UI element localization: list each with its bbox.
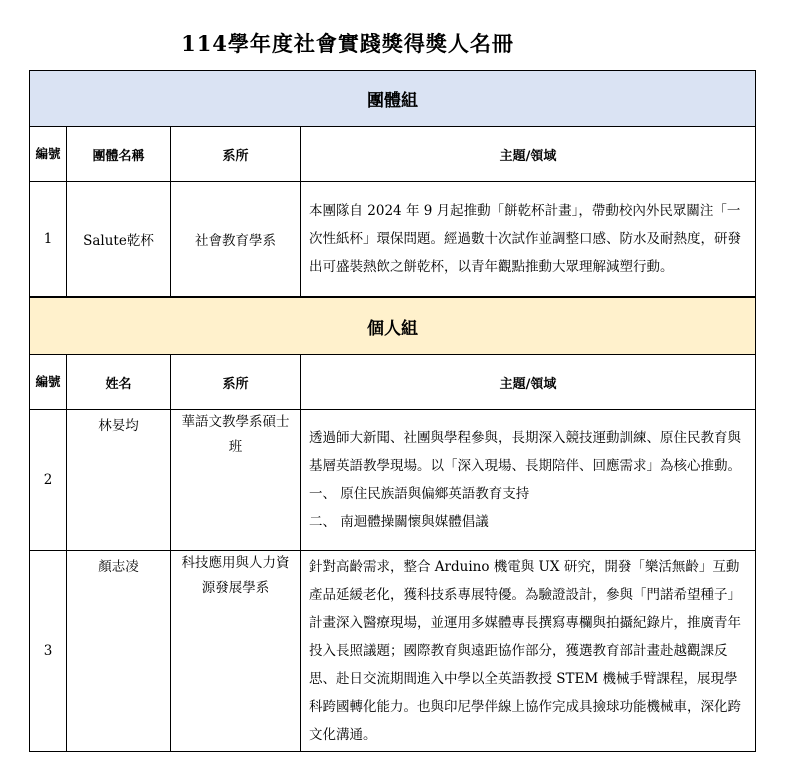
individual-section-header (30, 297, 756, 355)
theme-text: 透過師大新聞、社團與學程參與，長期深入競技運動訓練、原住民教育與基層英語教學現場。以「深入現場、長期陪伴、回應需求」為核心推動。 (309, 430, 741, 474)
row-theme: 針對高齡需求，整合 Arduino 機電與 UX 研究，開發「樂活無齡」互動產品延緩老化，獲科技系專展特優。為驗證設計，參與「門諾希望種子」計畫深入醫療現場，並運用多媒體專長撰寫專欄與拍攝紀錄片，推廣青年投入長照議題；國際教育與遠距協作部分，獲選教育部計畫赴越觀課反思、赴日交流期間進入中學以全英語教授 STEM 機械手臂課程，展現學科跨國轉化能力。也與印尼學伴線上協作完成具撿球功能機械車，深化跨文化溝通。 (301, 551, 756, 752)
individual-column-headers (30, 355, 756, 410)
row-name: 林妟均 (67, 410, 171, 551)
header-person-name: 姓名 (67, 355, 171, 410)
theme-item: 一、 原住民族語與偏鄉英語教育支持 (309, 486, 530, 502)
header-theme: 主題/領域 (301, 355, 756, 410)
header-dept: 系所 (171, 127, 301, 182)
row-name: Salute乾杯 (67, 182, 171, 298)
row-dept: 華語文教學系碩士班 (171, 410, 301, 551)
individual-section-label: 個人組 (30, 297, 756, 355)
row-theme: 本團隊自 2024 年 9 月起推動「餅乾杯計畫」，帶動校內外民眾關注「一次性紙杯」環保問題。經過數十次試作並調整口感、防水及耐熱度，研發出可盛裝熱飲之餅乾杯，以青年觀點推動大眾理解減塑行動。 (301, 182, 756, 298)
row-dept: 科技應用與人力資源發展學系 (171, 551, 301, 752)
table-row (30, 410, 756, 551)
row-dept: 社會教育學系 (171, 182, 301, 298)
document-title: 114學年度社會實踐獎得獎人名冊 (181, 31, 514, 56)
row-num: 2 (30, 410, 67, 551)
table-row (30, 182, 756, 298)
row-name: 顏志凌 (67, 551, 171, 752)
row-num: 1 (30, 182, 67, 298)
header-team-name: 團體名稱 (67, 127, 171, 182)
team-section-label: 團體組 (30, 71, 756, 127)
header-dept: 系所 (171, 355, 301, 410)
header-num: 編號 (30, 127, 67, 182)
team-column-headers (30, 127, 756, 182)
row-theme (301, 410, 756, 551)
theme-item: 二、 南迴體操關懷與媒體倡議 (309, 514, 489, 530)
header-theme: 主題/領域 (301, 127, 756, 182)
row-num: 3 (30, 551, 67, 752)
awards-table (29, 70, 756, 752)
table-row (30, 551, 756, 752)
header-num: 編號 (30, 355, 67, 410)
team-section-header (30, 71, 756, 127)
